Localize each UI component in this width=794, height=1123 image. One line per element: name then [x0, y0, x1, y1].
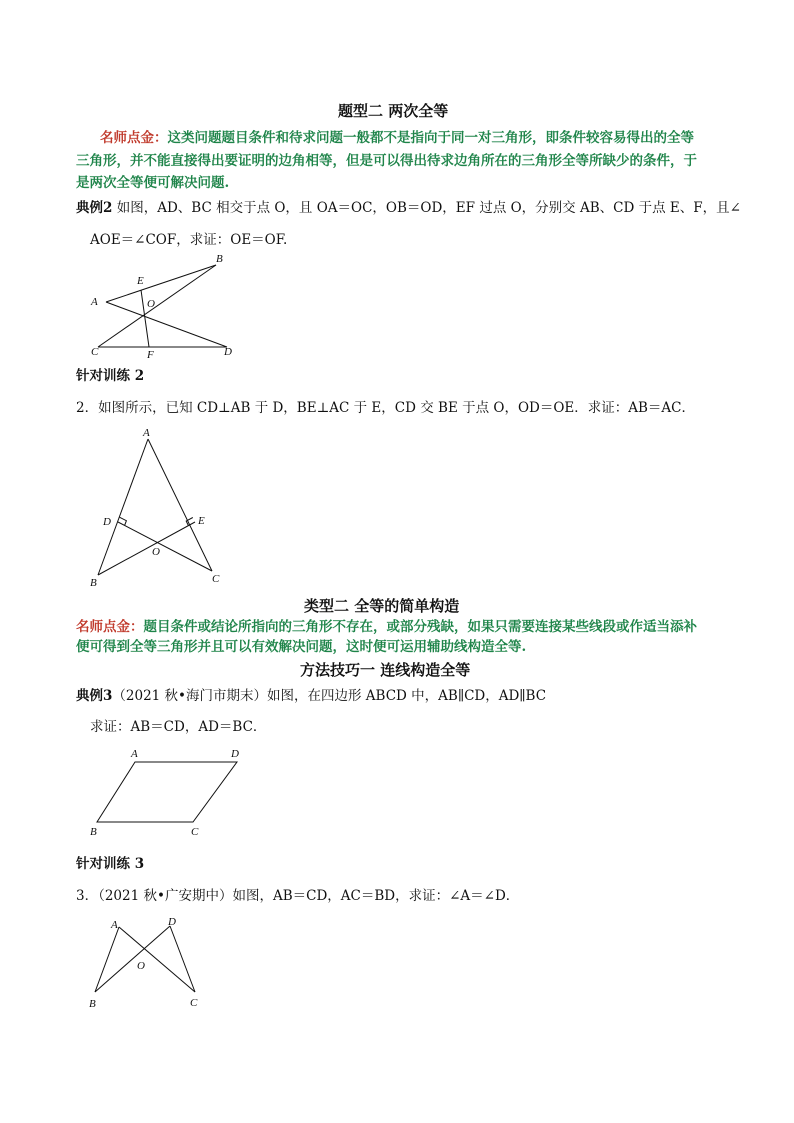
fig-p3-label-b: B [89, 998, 96, 1010]
tip-line-3: 是两次全等便可解决问题. [76, 175, 230, 191]
fig2-label-f: F [147, 349, 154, 361]
fig-p2-label-d: D [103, 516, 111, 528]
fig-p3-label-o: O [137, 960, 145, 972]
method-title-connect-lines: 方法技巧一 连线构造全等 [300, 661, 471, 679]
segment-ab [98, 439, 148, 575]
segment-cd [118, 522, 212, 571]
fig3-label-c: C [191, 826, 199, 838]
practice2-problem: 2．如图所示，已知 CD⊥AB 于 D，BE⊥AC 于 E，CD 交 BE 于点 O，OD＝OE．求证：AB＝AC． [76, 400, 696, 416]
segment-ac [119, 927, 195, 992]
tip2-line-2: 便可得到全等三角形并且可以有效解决问题，这时便可运用辅助线构造全等. [76, 639, 527, 655]
fig2-label-e: E [137, 275, 144, 287]
example3-label: 典例3 [76, 688, 113, 704]
practice3-figure [80, 912, 220, 1017]
tip2-text: 题目条件或结论所指向的三角形不存在，或部分残缺，如果只需要连接某些线段或作适当添补 [143, 619, 697, 635]
example2-label: 典例2 [76, 200, 113, 216]
example2-text: 如图，AD、BC 相交于点 O，且 OA＝OC，OB＝OD，EF 过点 O，分别交 AB、CD 于点 E、F，且∠ [116, 200, 741, 216]
fig-p2-label-c: C [212, 573, 220, 585]
segment-be [98, 522, 195, 575]
fig3-label-a: A [131, 748, 138, 760]
fig2-label-c: C [91, 346, 99, 358]
practice3-label: 针对训练 3 [76, 856, 145, 872]
segment-dc [170, 926, 195, 992]
fig2-label-o: O [147, 298, 155, 310]
practice3-problem: 3．（2021 秋•广安期中）如图，AB＝CD，AC＝BD，求证：∠A＝∠D． [76, 888, 520, 904]
tip-text: 这类问题题目条件和待求问题一般都不是指向于同一对三角形，即条件较容易得出的全等 [167, 130, 694, 146]
fig3-label-d: D [231, 748, 239, 760]
example3-line1 [76, 686, 546, 706]
fig-p3-label-a: A [111, 919, 118, 931]
practice2-label: 针对训练 2 [76, 368, 145, 384]
segment-ab [106, 265, 216, 302]
example2-line2: AOE＝∠COF，求证：OE＝OF. [90, 232, 288, 248]
section-title-two-congruences: 题型二 两次全等 [338, 102, 449, 120]
fig-p2-label-a: A [143, 427, 150, 439]
fig-p2-label-e: E [198, 515, 205, 527]
fig2-label-a: A [91, 296, 98, 308]
fig-p2-label-b: B [90, 577, 97, 589]
segment-ab [95, 927, 119, 992]
example3-line2: 求证：AB＝CD，AD＝BC． [90, 719, 267, 735]
fig2-label-b: B [216, 253, 223, 265]
tip-line-1 [100, 128, 694, 148]
section-title-simple-construction: 类型二 全等的简单构造 [304, 597, 460, 615]
fig-p3-label-d: D [168, 916, 176, 928]
fig-p3-label-c: C [190, 997, 198, 1009]
example3-text: （2021 秋•海门市期末）如图，在四边形 ABCD 中，AB∥CD，AD∥BC [112, 688, 547, 704]
practice2-figure [85, 425, 235, 590]
parallelogram-abcd [97, 762, 237, 822]
tip2-line-1 [76, 617, 697, 637]
example3-figure [85, 742, 250, 842]
segment-bd [95, 926, 170, 992]
segment-ad [106, 302, 227, 347]
fig-p2-label-o: O [152, 546, 160, 558]
fig2-label-d: D [224, 346, 232, 358]
tip2-label: 名师点金： [76, 619, 144, 635]
tip-line-2: 三角形，并不能直接得出要证明的边角相等，但是可以得出待求边角所在的三角形全等所缺少的条件，于 [76, 153, 697, 169]
tip-label: 名师点金： [100, 130, 168, 146]
example2-figure [85, 252, 265, 362]
example2-line1 [76, 198, 741, 218]
fig3-label-b: B [90, 826, 97, 838]
